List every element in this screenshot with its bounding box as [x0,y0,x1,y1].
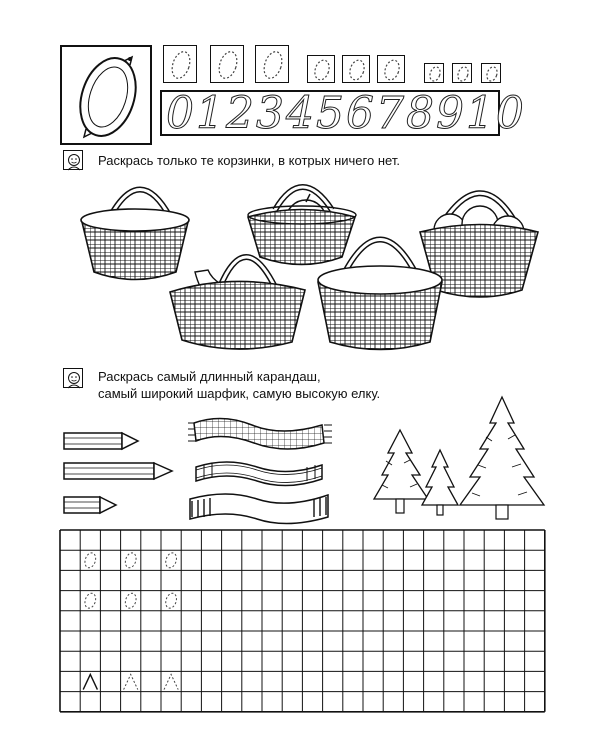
pencil-long [64,463,172,479]
dotted-letter-o-icon [164,46,198,84]
task2-instruction-line1: Раскрась самый длинный карандаш, [98,369,321,384]
dotted-letter-o-icon [124,551,138,569]
trees-illustration [360,395,550,525]
basket-with-banana [170,257,305,349]
tree-small [422,450,458,515]
dotted-letter-o-icon [343,56,371,84]
numbers-tracing-text: 012345678910 [166,88,526,139]
big-letter-box [60,45,152,145]
writing-practice-grid [60,530,548,718]
dotted-letter-o-icon [425,64,445,84]
letter-tracing-box [210,45,244,83]
tree-medium [374,430,428,513]
task1-instruction: Раскрась только те корзинки, в котрых ничего нет. [98,153,400,168]
dotted-letter-o-icon [308,56,336,84]
triangle-icon [83,674,97,689]
basket-empty-1 [81,190,189,280]
dotted-letter-o-icon [164,592,178,610]
scarf-wide [190,494,328,524]
dotted-letter-o-icon [83,551,97,569]
tree-tallest [460,397,544,519]
dotted-triangle-icon [124,674,138,689]
basket-with-apple [248,187,356,265]
scarves-illustration [182,415,342,525]
dotted-letter-o-icon [482,64,502,84]
dotted-letter-o-icon [164,551,178,569]
pencil-medium [64,433,138,449]
scarf-checked [188,418,332,449]
baskets-illustration [70,172,550,362]
dotted-letter-o-icon [378,56,406,84]
letter-o-tracing-icon [62,47,154,147]
dotted-letter-o-icon [83,592,97,610]
letter-tracing-box [163,45,197,83]
dotted-letter-o-icon [256,46,290,84]
letter-tracing-box [452,63,472,83]
letter-tracing-box [424,63,444,83]
task2-instruction-line2: самый широкий шарфик, самую высокую елку. [98,386,381,401]
child-face-icon [64,369,84,389]
letter-tracing-box [481,63,501,83]
letter-tracing-box [342,55,370,83]
dotted-triangle-icon [164,674,178,689]
dotted-letter-o-icon [211,46,245,84]
letter-tracing-box [377,55,405,83]
pencils-illustration [62,425,182,525]
dotted-letter-o-icon [124,592,138,610]
task1-icon [63,150,83,170]
letter-tracing-box [307,55,335,83]
pencil-short [64,497,116,513]
letter-tracing-box [255,45,289,83]
task2-icon [63,368,83,388]
scarf-striped [196,462,322,486]
numbers-row-box [160,88,526,139]
child-face-icon [64,151,84,171]
dotted-letter-o-icon [453,64,473,84]
